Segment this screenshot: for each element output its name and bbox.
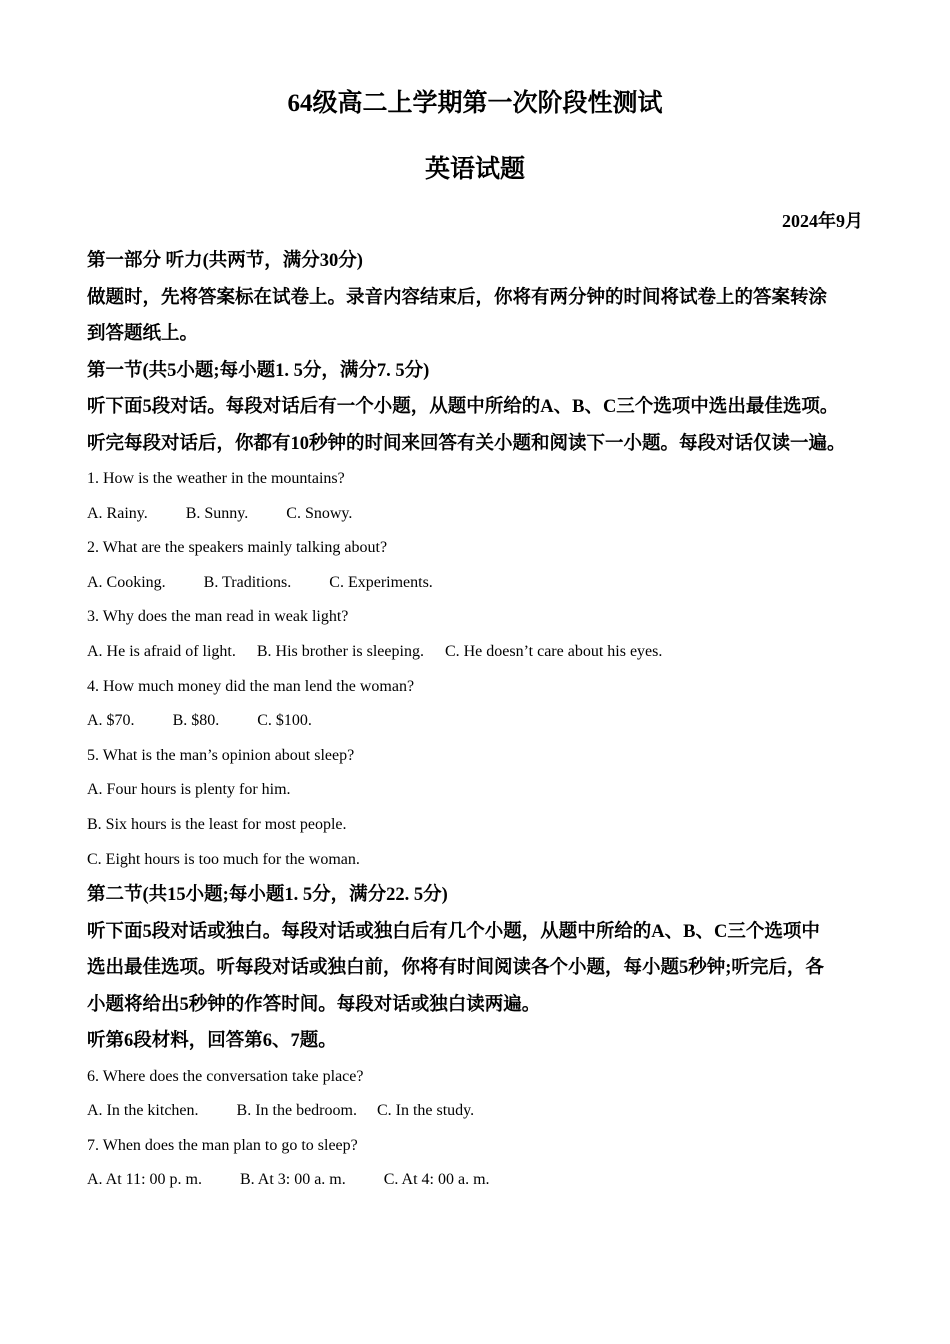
q2-option-b: B. Traditions. (203, 573, 292, 591)
section1-heading: 第一节(共5小题;每小题1. 5分，满分7. 5分) (87, 360, 430, 381)
q6-option-c: C. In the study. (376, 1102, 475, 1120)
part1-instruction-line2: 到答题纸上。 (87, 324, 199, 344)
section2-instruction-line2: 选出最佳选项。听每段对话或独白前，你将有时间阅读各个小题，每小题5秒钟;听完后，各 (87, 958, 824, 979)
q2-option-a: A. Cooking. (87, 573, 166, 591)
question-4-options (87, 704, 877, 739)
q1-option-b: B. Sunny. (185, 504, 249, 522)
q4-option-a: A. $70. (87, 712, 135, 730)
question-3: 3. Why does the man read in weak light? (87, 608, 349, 626)
exam-date: 2024年9月 (782, 211, 863, 231)
q6-option-a: A. In the kitchen. (87, 1102, 199, 1120)
q5-option-a: A. Four hours is plenty for him. (87, 781, 291, 799)
q4-option-c: C. $100. (257, 712, 312, 730)
exam-subject: 英语试题 (424, 156, 525, 183)
question-5: 5. What is the man’s opinion about sleep? (87, 746, 355, 764)
question-2-options (87, 566, 877, 601)
q4-option-b: B. $80. (172, 712, 220, 730)
question-7-options (87, 1163, 877, 1198)
q7-option-c: C. At 4: 00 a. m. (383, 1171, 490, 1189)
question-6-options (87, 1094, 877, 1129)
part1-instruction-line1: 做题时，先将答案标在试卷上。录音内容结束后，你将有两分钟的时间将试卷上的答案转涂 (87, 287, 828, 308)
question-1-options (87, 497, 877, 532)
exam-body (87, 243, 877, 1198)
q5-option-c: C. Eight hours is too much for the woman. (87, 850, 360, 868)
question-3-options (87, 635, 877, 670)
q1-option-a: A. Rainy. (87, 504, 148, 522)
q3-option-a: A. He is afraid of light. (87, 642, 236, 660)
question-1: 1. How is the weather in the mountains? (87, 470, 345, 487)
section2-instruction-line3: 小题将给出5秒钟的作答时间。每段对话或独白读两遍。 (87, 994, 541, 1015)
question-2: 2. What are the speakers mainly talking about? (87, 539, 388, 557)
section1-instruction-line1: 听下面5段对话。每段对话后有一个小题，从题中所给的A、B、C三个选项中选出最佳选项。 (87, 397, 839, 417)
q5-option-b: B. Six hours is the least for most people. (87, 815, 347, 833)
section2-instruction-line1: 听下面5段对话或独白。每段对话或独白后有几个小题，从题中所给的A、B、C三个选项中 (87, 921, 820, 942)
question-6: 6. Where does the conversation take place? (87, 1067, 364, 1085)
section2-heading: 第二节(共15小题;每小题1. 5分，满分22. 5分) (87, 885, 448, 906)
material-prompt: 听第6段材料，回答第6、7题。 (87, 1031, 337, 1052)
q7-option-b: B. At 3: 00 a. m. (239, 1171, 346, 1189)
q3-option-c: C. He doesn’t care about his eyes. (444, 642, 663, 660)
q6-option-b: B. In the bedroom. (236, 1102, 357, 1120)
question-7: 7. When does the man plan to go to sleep? (87, 1136, 358, 1154)
q3-option-b: B. His brother is sleeping. (256, 642, 424, 660)
q1-option-c: C. Snowy. (286, 504, 353, 522)
exam-title: 64级高二上学期第一次阶段性测试 (287, 90, 663, 117)
part1-heading: 第一部分 听力(共两节，满分30分) (87, 251, 363, 271)
section1-instruction-line2: 听完每段对话后，你都有10秒钟的时间来回答有关小题和阅读下一小题。每段对话仅读一遍。 (87, 433, 846, 454)
question-4: 4. How much money did the man lend the woman? (87, 677, 415, 695)
q2-option-c: C. Experiments. (329, 573, 433, 591)
q7-option-a: A. At 11: 00 p. m. (87, 1171, 202, 1189)
